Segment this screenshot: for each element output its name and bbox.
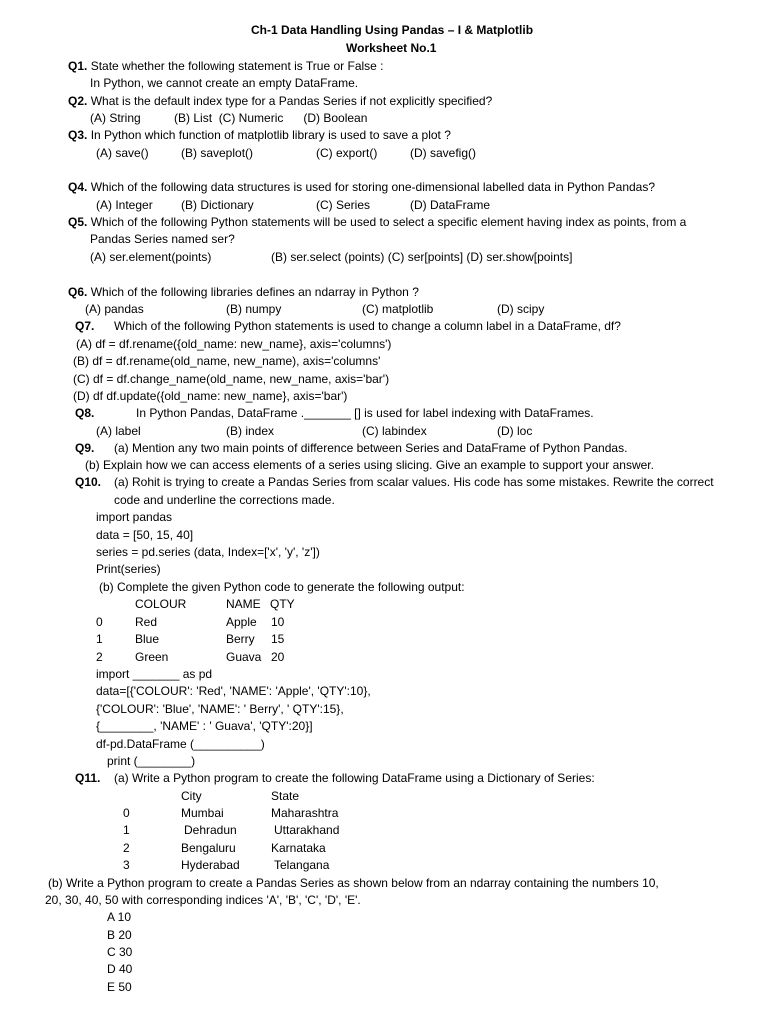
q10-code-line: series = pd.series (data, Index=['x', 'y', 'z']) — [96, 545, 320, 559]
q1-text: State whether the following statement is True or False : — [90, 59, 384, 73]
q8-text: In Python Pandas, DataFrame ._______ [] is used for label indexing with DataFrames. — [136, 406, 594, 420]
q8-option-d: (D) loc — [497, 424, 533, 438]
table-header: COLOUR — [135, 597, 187, 611]
q7-number: Q7. — [75, 319, 95, 333]
q5-text: Which of the following Python statements will be used to select a specific element having index as points, from a — [90, 215, 687, 229]
table-cell: 2 — [123, 841, 130, 855]
q5-option-bcd: (B) ser.select (points) (C) ser[points] (D) ser.show[points] — [271, 250, 573, 264]
q3-option-c: (C) export() — [316, 146, 378, 160]
q10-code2-line: df-pd.DataFrame (__________) — [96, 737, 265, 751]
table-cell: Berry — [226, 632, 255, 646]
table-cell: Apple — [226, 615, 257, 629]
table-header: QTY — [270, 597, 295, 611]
q2-text: What is the default index type for a Pandas Series if not explicitly specified? — [90, 94, 493, 108]
q10-number: Q10. — [75, 475, 102, 489]
table-cell: Dehradun — [184, 823, 237, 837]
table-cell: Maharashtra — [271, 806, 339, 820]
q8-option-a: (A) label — [96, 424, 141, 438]
table-cell: Guava — [226, 650, 262, 664]
q5-text-cont: Pandas Series named ser? — [90, 232, 235, 246]
table-cell: Green — [135, 650, 169, 664]
q9-part-a: (a) Mention any two main points of difference between Series and DataFrame of Python Pandas. — [114, 441, 628, 455]
table-cell: 2 — [96, 650, 103, 664]
table-cell: Red — [135, 615, 158, 629]
q10-part-a-cont: code and underline the corrections made. — [114, 493, 335, 507]
table-cell: 20 — [271, 650, 285, 664]
q3-option-a: (A) save() — [96, 146, 149, 160]
table-cell: 15 — [271, 632, 285, 646]
series-item: E 50 — [107, 980, 132, 994]
q6-line — [68, 285, 419, 300]
table-header: City — [181, 789, 202, 803]
q4-option-c: (C) Series — [316, 198, 371, 212]
q8-number: Q8. — [75, 406, 95, 420]
table-header: State — [271, 789, 300, 803]
q5-number: Q5. — [68, 215, 88, 229]
table-cell: Telangana — [274, 858, 330, 872]
series-item: B 20 — [107, 928, 132, 942]
page-subtitle: Worksheet No.1 — [346, 41, 437, 55]
table-cell: Mumbai — [181, 806, 224, 820]
q3-option-b: (B) saveplot() — [181, 146, 254, 160]
q11-part-b-cont: 20, 30, 40, 50 with corresponding indices 'A', 'B', 'C', 'D', 'E'. — [45, 893, 361, 907]
q2-line — [68, 94, 492, 109]
table-cell: 1 — [123, 823, 130, 837]
series-item: A 10 — [107, 910, 132, 924]
q4-line — [68, 180, 655, 195]
q1-line — [68, 59, 384, 74]
q6-option-c: (C) matplotlib — [362, 302, 434, 316]
table-cell: Karnataka — [271, 841, 326, 855]
q4-text: Which of the following data structures is used for storing one-dimensional labelled data in Python Pandas? — [90, 180, 656, 194]
q4-number: Q4. — [68, 180, 88, 194]
q11-part-b: (b) Write a Python program to create a Pandas Series as shown below from an ndarray containing the numbers 10, — [48, 876, 659, 890]
q1-number: Q1. — [68, 59, 88, 73]
q7-option-a: (A) df = df.rename({old_name: new_name}, axis='columns') — [76, 337, 392, 351]
table-cell: Blue — [135, 632, 160, 646]
q10-code2-line: import _______ as pd — [96, 667, 213, 681]
q10-part-b: (b) Complete the given Python code to generate the following output: — [99, 580, 465, 594]
q7-text: Which of the following Python statements is used to change a column label in a DataFrame, df? — [114, 319, 621, 333]
q10-code2-line: data=[{'COLOUR': 'Red', 'NAME': 'Apple', 'QTY':10}, — [96, 684, 371, 698]
q10-part-a: (a) Rohit is trying to create a Pandas Series from scalar values. His code has some mistakes. Rewrite the correct — [114, 475, 714, 489]
table-header: NAME — [226, 597, 261, 611]
page-title: Ch-1 Data Handling Using Pandas – I & Matplotlib — [251, 23, 534, 37]
table-cell: Bengaluru — [181, 841, 236, 855]
q4-option-a: (A) Integer — [96, 198, 153, 212]
q6-number: Q6. — [68, 285, 88, 299]
q10-code2-line: {________, 'NAME' : ' Guava', 'QTY':20}] — [96, 719, 313, 733]
q3-line — [68, 128, 451, 143]
table-cell: 10 — [271, 615, 285, 629]
q10-code-line: data = [50, 15, 40] — [96, 528, 194, 542]
q4-option-b: (B) Dictionary — [181, 198, 254, 212]
series-item: D 40 — [107, 962, 133, 976]
q2-number: Q2. — [68, 94, 88, 108]
table-cell: 0 — [96, 615, 103, 629]
q5-option-a: (A) ser.element(points) — [90, 250, 212, 264]
q9-part-b: (b) Explain how we can access elements of a series using slicing. Give an example to support your answer. — [85, 458, 654, 472]
q6-option-b: (B) numpy — [226, 302, 282, 316]
q1-statement: In Python, we cannot create an empty DataFrame. — [90, 76, 359, 90]
q7-option-b: (B) df = df.rename(old_name, new_name), axis='columns' — [73, 354, 381, 368]
q8-option-c: (C) labindex — [362, 424, 427, 438]
q11-part-a: (a) Write a Python program to create the following DataFrame using a Dictionary of Series: — [114, 771, 595, 785]
q5-line — [68, 215, 686, 230]
q10-code2-line: print (________) — [107, 754, 196, 768]
table-cell: 1 — [96, 632, 103, 646]
series-item: C 30 — [107, 945, 133, 959]
q6-option-d: (D) scipy — [497, 302, 545, 316]
q6-option-a: (A) pandas — [85, 302, 144, 316]
q10-code-line: import pandas — [96, 510, 173, 524]
q10-code-line: Print(series) — [96, 562, 161, 576]
q2-options: (A) String (B) List (C) Numeric (D) Boolean — [90, 111, 368, 125]
q3-option-d: (D) savefig() — [410, 146, 477, 160]
table-cell: 3 — [123, 858, 130, 872]
q6-text: Which of the following libraries defines an ndarray in Python ? — [90, 285, 419, 299]
q9-number: Q9. — [75, 441, 95, 455]
q8-option-b: (B) index — [226, 424, 275, 438]
q11-number: Q11. — [75, 771, 101, 785]
table-cell: 0 — [123, 806, 130, 820]
q3-text: In Python which function of matplotlib library is used to save a plot ? — [90, 128, 451, 142]
q7-option-d: (D) df df.update({old_name: new_name}, axis='bar') — [73, 389, 348, 403]
q3-number: Q3. — [68, 128, 88, 142]
q4-option-d: (D) DataFrame — [410, 198, 491, 212]
table-cell: Hyderabad — [181, 858, 240, 872]
q10-code2-line: {'COLOUR': 'Blue', 'NAME': ' Berry', ' QTY':15}, — [96, 702, 344, 716]
q7-option-c: (C) df = df.change_name(old_name, new_name, axis='bar') — [73, 372, 390, 386]
table-cell: Uttarakhand — [274, 823, 340, 837]
